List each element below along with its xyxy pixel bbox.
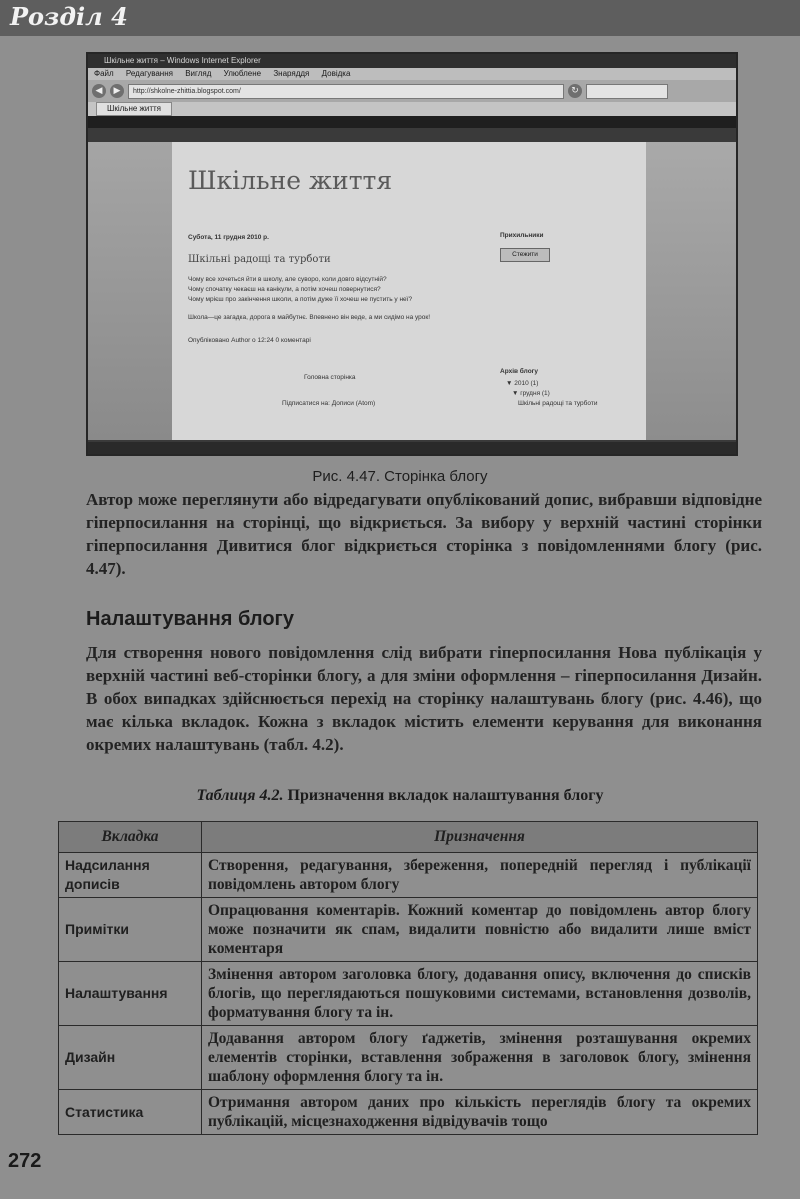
background-right: [646, 142, 736, 440]
post-line: Чому спочатку чекаєш на канікули, а потім хочеш повернутися?: [188, 286, 381, 293]
blogger-navbar: [88, 116, 736, 128]
post-line: Чому все хочеться йти в школу, але суворо, коли довго відсутній?: [188, 276, 387, 283]
menu-bar: [88, 68, 736, 80]
table-row: [59, 898, 758, 962]
refresh-icon[interactable]: ↻: [568, 84, 582, 98]
section-label: Розділ 4: [10, 2, 128, 31]
table-cell-tab: Надсилання дописів: [59, 853, 202, 898]
menu-item[interactable]: Довідка: [321, 69, 351, 78]
table-cell-purpose: Створення, редагування, збереження, попередній перегляд і публікації повідомлень автором блогу: [202, 853, 758, 898]
table-header-row: [59, 822, 758, 853]
table-cell-tab: Статистика: [59, 1090, 202, 1135]
table-row: [59, 853, 758, 898]
tab-blog[interactable]: Шкільне життя: [96, 102, 172, 116]
archive-item[interactable]: Шкільні радощі та турботи: [518, 400, 598, 407]
window-title: Шкільне життя – Windows Internet Explorer: [88, 54, 736, 68]
follow-button[interactable]: Стежити: [500, 248, 550, 262]
blog-area: [88, 142, 736, 440]
blog-screenshot: [86, 52, 738, 456]
tab-bar: [88, 102, 736, 116]
home-link[interactable]: Головна сторінка: [304, 374, 356, 381]
settings-table: [58, 821, 758, 1135]
subscribe-link[interactable]: Підписатися на: Дописи (Atom): [282, 400, 376, 407]
background-left: [88, 142, 172, 440]
blog-page: [172, 142, 646, 440]
menu-item[interactable]: Редагування: [125, 69, 173, 78]
table-cell-purpose: Опрацювання коментарів. Кожний коментар до повідомлень автор блогу може позначити як спам, видалити повністю або видалити лише вміст коментаря: [202, 898, 758, 962]
table-cell-purpose: Отримання автором даних про кількість переглядів блогу та окремих публікацій, місцезнаходження відвідувачів тощо: [202, 1090, 758, 1135]
table-cell-purpose: Додавання автором блогу ґаджетів, змінення розташування окремих елементів сторінки, вставлення зображення в заголовок блогу, змінення шаблону оформлення блогу та ін.: [202, 1026, 758, 1090]
archive-label: Архів блогу: [500, 368, 538, 375]
table-row: [59, 1026, 758, 1090]
table-row: [59, 1090, 758, 1135]
table-header: Призначення: [202, 822, 758, 853]
post-line: Чому мрієш про закінчення школи, а потім дуже її хочеш не пустить у неї?: [188, 296, 413, 303]
post-line: Школа—це загадка, дорога в майбутнє. Впевнено він веде, а ми сидімо на урок!: [188, 314, 431, 321]
back-icon[interactable]: ◀: [92, 84, 106, 98]
table-cell-tab: Примітки: [59, 898, 202, 962]
archive-item[interactable]: ▼ грудня (1): [512, 390, 550, 397]
menu-item[interactable]: Знаряддя: [273, 69, 310, 78]
table-cell-tab: Дизайн: [59, 1026, 202, 1090]
section-heading: Налаштування блогу: [86, 608, 294, 630]
blog-title[interactable]: Шкільне життя: [188, 166, 393, 195]
forward-icon[interactable]: ▶: [110, 84, 124, 98]
address-bar[interactable]: http://shkolne-zhittia.blogspot.com/: [128, 84, 564, 99]
table-cell-tab: Налаштування: [59, 962, 202, 1026]
search-input[interactable]: [586, 84, 668, 99]
menu-item[interactable]: Файл: [94, 69, 114, 78]
section-header: [0, 0, 800, 36]
followers-label: Прихильники: [500, 232, 544, 239]
menu-item[interactable]: Улюблене: [223, 69, 262, 78]
post-title[interactable]: Шкільні радощі та турботи: [188, 254, 331, 265]
figure-caption: Рис. 4.47. Сторінка блогу: [312, 468, 488, 485]
table-cell-purpose: Змінення автором заголовка блогу, додавання опису, включення до списків блогів, що переглядаються пошуковими системами, встановлення дозволів, форматування блогу та ін.: [202, 962, 758, 1026]
status-bar: [88, 442, 736, 454]
paragraph-1: Автор може переглянути або відредагувати опублікований допис, вибравши відповідне гіперпосилання на сторінці, що відкриється. За вибору у верхній частині сторінки гіперпосилання Дивитися блог відкриється сторінка з повідомленнями блогу (рис. 4.47).: [86, 490, 762, 578]
nav-bar: [88, 80, 736, 102]
post-footer: Опубліковано Author о 12:24 0 коментарі: [188, 337, 311, 344]
archive-item[interactable]: ▼ 2010 (1): [506, 380, 539, 387]
paragraph-2: Для створення нового повідомлення слід вибрати гіперпосилання Нова публікація у верхній частині веб-сторінки блогу, а для зміни оформлення – гіперпосилання Дизайн. В обох випадках здійснюється перехід на сторінку налаштувань блогу (рис. 4.46), що має кілька вкладок. Кожна з вкладок містить елементи керування для виконання окремих налаштувань (табл. 4.2).: [86, 643, 762, 754]
post-date: Субота, 11 грудня 2010 р.: [188, 234, 269, 241]
table-row: [59, 962, 758, 1026]
table-caption: Таблиця 4.2. Призначення вкладок налаштування блогу: [196, 787, 604, 804]
table-header: Вкладка: [59, 822, 202, 853]
page-number: 272: [8, 1150, 42, 1172]
menu-item[interactable]: Вигляд: [185, 69, 212, 78]
